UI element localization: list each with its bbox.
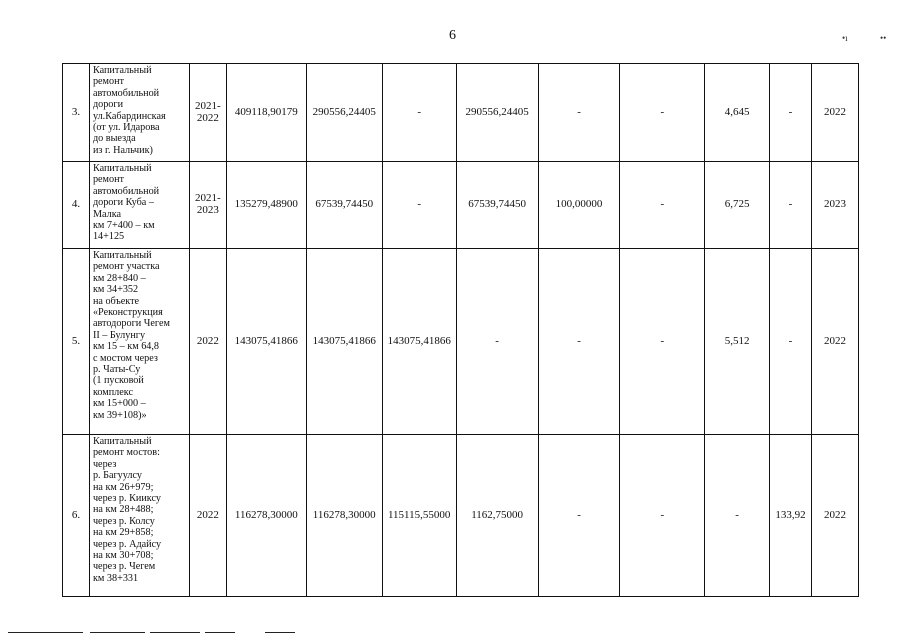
- amount: 1162,75000: [456, 435, 538, 597]
- scan-artifact-line: [90, 632, 145, 633]
- row-number: 6.: [63, 435, 90, 597]
- total-cost: 116278,30000: [226, 435, 306, 597]
- amount: -: [620, 64, 705, 162]
- amount: 290556,24405: [456, 64, 538, 162]
- length: 5,512: [705, 249, 770, 435]
- completion-year: 2022: [811, 249, 858, 435]
- table-row: [63, 162, 859, 249]
- period: 2022: [189, 249, 226, 435]
- row-number: 4.: [63, 162, 90, 249]
- amount: -: [538, 64, 620, 162]
- amount: 143075,41866: [382, 249, 456, 435]
- object-name: Капитальный ремонт мостов: через р. Багуулсу на км 26+979; через р. Кииксу на км 28+488; через р. Колсу на км 29+858; через р. Адайсу на км 30+708; через р. Чегем км 38+331: [89, 435, 189, 597]
- scan-mark: •ı: [842, 33, 848, 43]
- total-cost: 135279,48900: [226, 162, 306, 249]
- completion-year: 2022: [811, 64, 858, 162]
- period: 2021- 2022: [189, 64, 226, 162]
- amount: -: [620, 249, 705, 435]
- scan-artifact-line: [150, 632, 200, 633]
- scan-artifact-line: [8, 632, 83, 633]
- length: -: [770, 249, 812, 435]
- amount: 67539,74450: [456, 162, 538, 249]
- object-name: Капитальный ремонт автомобильной дороги Куба – Малка км 7+400 – км 14+125: [89, 162, 189, 249]
- amount: -: [620, 162, 705, 249]
- period: 2022: [189, 435, 226, 597]
- table-row: [63, 64, 859, 162]
- amount: -: [456, 249, 538, 435]
- object-name: Капитальный ремонт автомобильной дороги ул.Кабардинская (от ул. Идарова до выезда из г. Нальчик): [89, 64, 189, 162]
- table-row: [63, 435, 859, 597]
- period: 2021- 2023: [189, 162, 226, 249]
- length: 6,725: [705, 162, 770, 249]
- completion-year: 2023: [811, 162, 858, 249]
- table-row: [63, 249, 859, 435]
- completion-year: 2022: [811, 435, 858, 597]
- object-name: Капитальный ремонт участка км 28+840 – км 34+352 на объекте «Реконструкция автодороги Чегем II – Булунгу км 15 – км 64,8 с мостом через р. Чаты-Су (1 пусковой комплекс км 15+000 – км 39+108)»: [89, 249, 189, 435]
- row-number: 3.: [63, 64, 90, 162]
- length: -: [705, 435, 770, 597]
- amount: 290556,24405: [306, 64, 382, 162]
- amount: 100,00000: [538, 162, 620, 249]
- page-number: 6: [449, 28, 456, 43]
- total-cost: 143075,41866: [226, 249, 306, 435]
- amount: -: [538, 435, 620, 597]
- length: 4,645: [705, 64, 770, 162]
- scan-artifact-line: [265, 632, 295, 633]
- amount: -: [382, 162, 456, 249]
- amount: 67539,74450: [306, 162, 382, 249]
- scan-mark: ••: [880, 33, 887, 43]
- data-table: [62, 63, 859, 597]
- amount: 143075,41866: [306, 249, 382, 435]
- length: 133,92: [770, 435, 812, 597]
- amount: 116278,30000: [306, 435, 382, 597]
- scan-artifact-line: [205, 632, 235, 633]
- length: -: [770, 64, 812, 162]
- amount: -: [538, 249, 620, 435]
- amount: -: [620, 435, 705, 597]
- length: -: [770, 162, 812, 249]
- row-number: 5.: [63, 249, 90, 435]
- amount: -: [382, 64, 456, 162]
- total-cost: 409118,90179: [226, 64, 306, 162]
- amount: 115115,55000: [382, 435, 456, 597]
